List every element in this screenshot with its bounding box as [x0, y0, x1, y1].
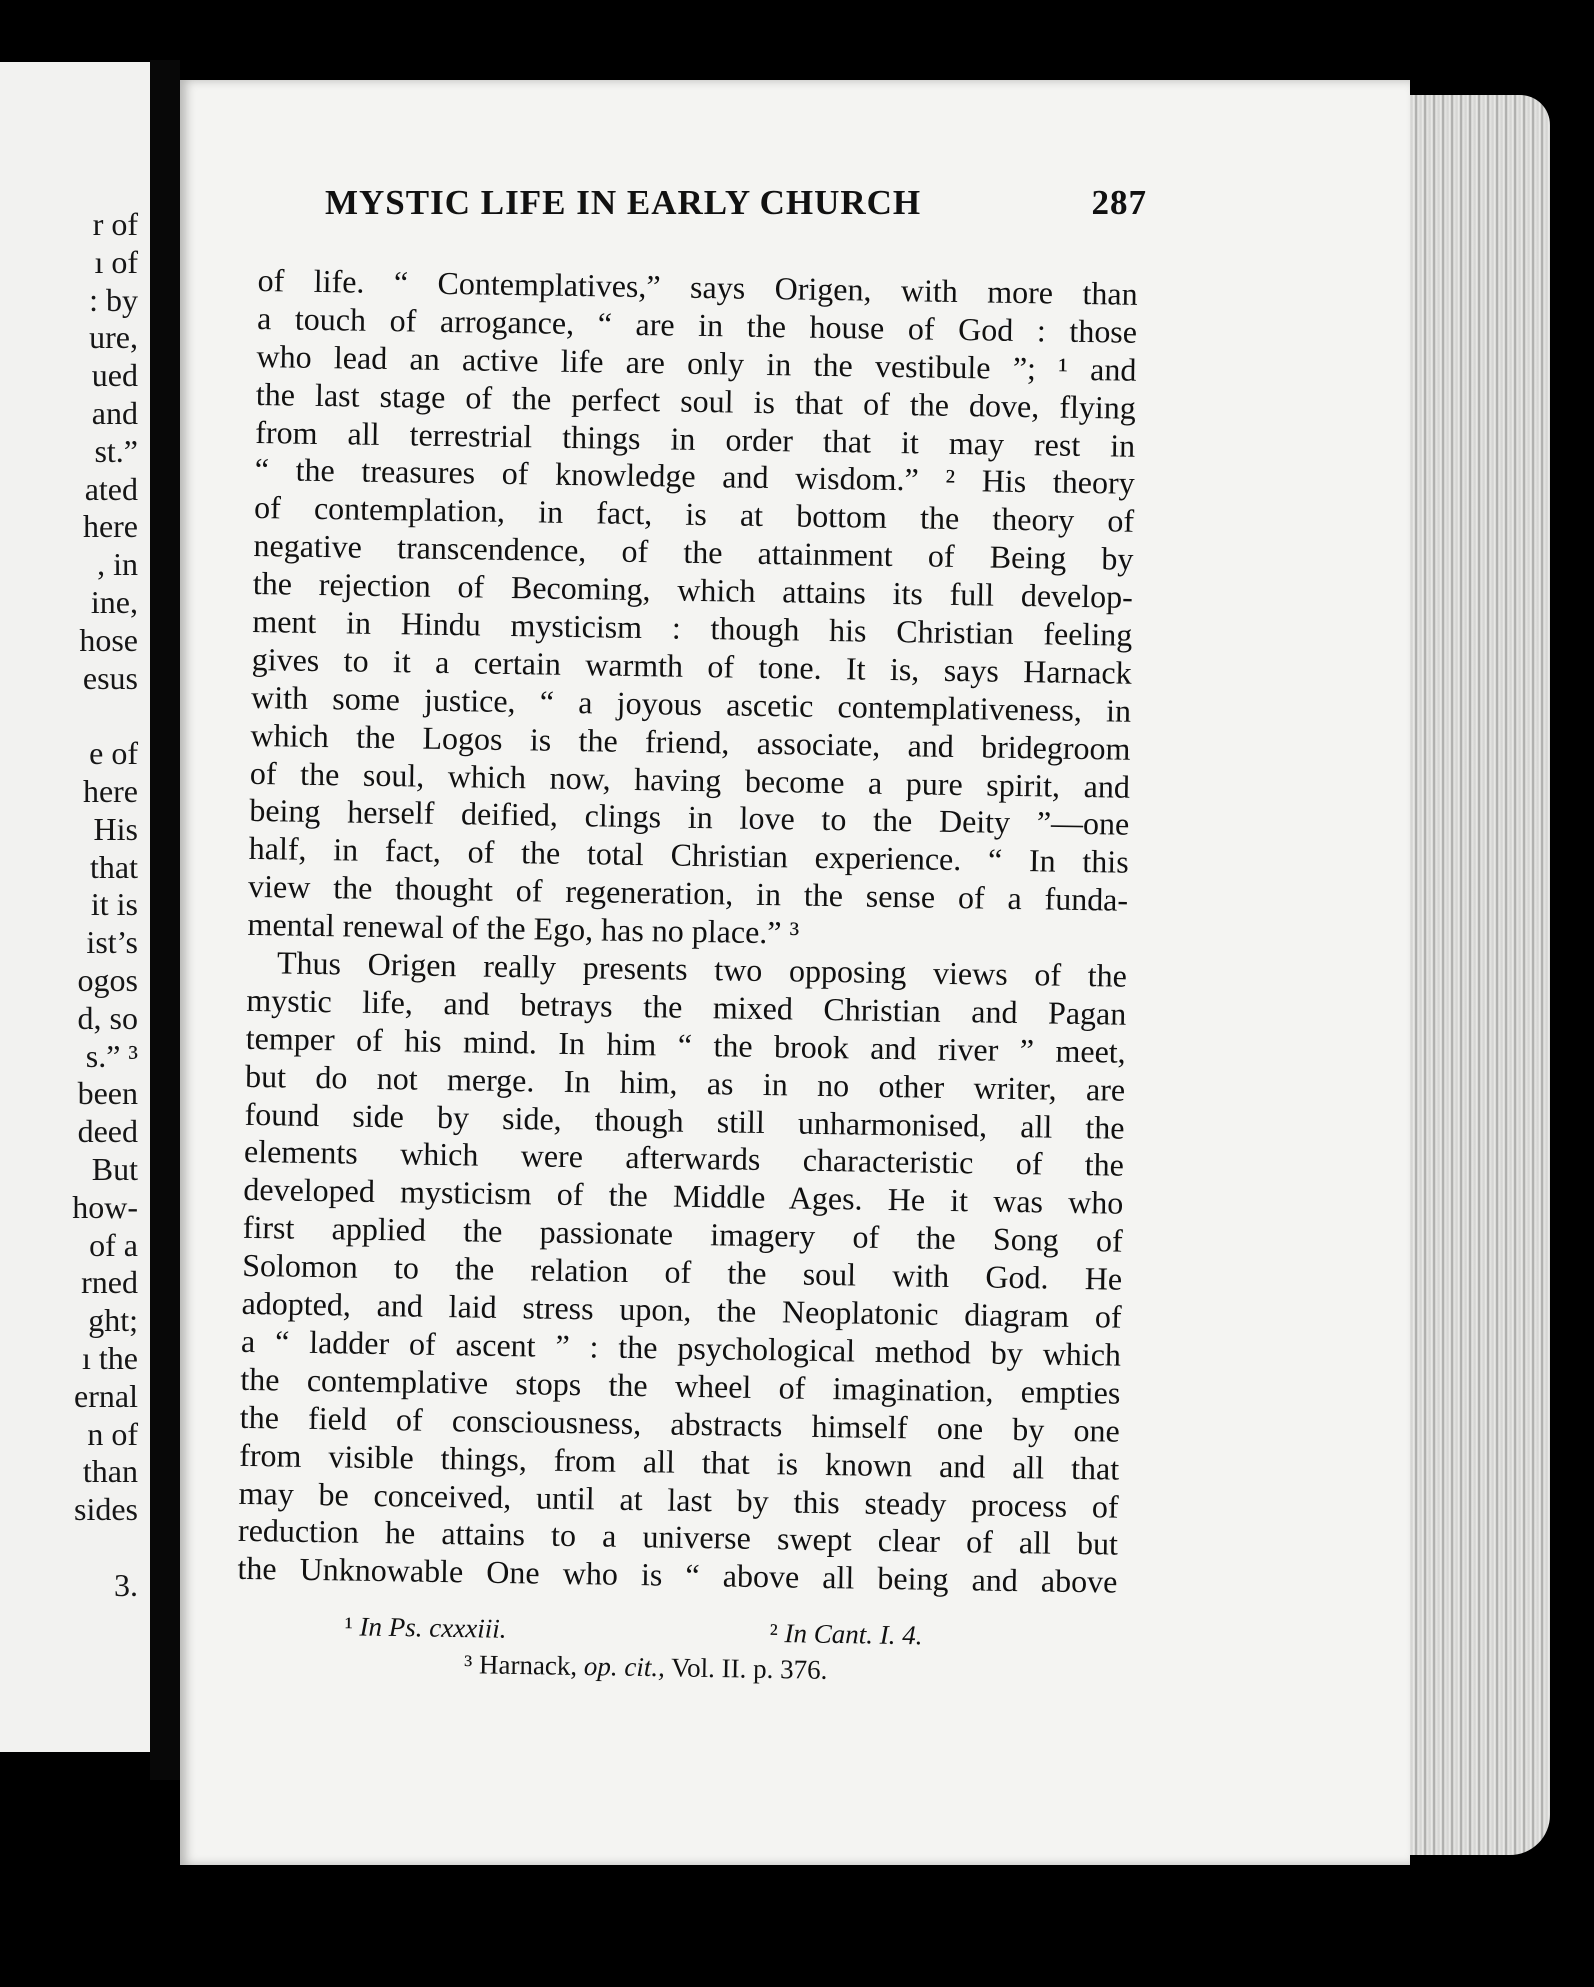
text-line: the field of consciousness, abstracts himself one by one [239, 1398, 1121, 1449]
text-line: the last stage of the perfect soul is that of the dove, flying [255, 375, 1137, 426]
body-text [237, 262, 1138, 1602]
text-line: temper of his mind. In him “ the brook and river ” meet, [245, 1019, 1126, 1070]
left-page-fragment: here [82, 773, 138, 809]
page-number: 287 [1091, 183, 1147, 222]
left-page-fragment: r of [92, 206, 138, 242]
left-page-fragment: sides [74, 1491, 138, 1528]
text-line: a “ ladder of ascent ” : the psychological method by which [240, 1322, 1122, 1373]
book-gutter [150, 60, 180, 1780]
footnote-marker: ¹ [344, 1611, 354, 1642]
footnote-3 [464, 1646, 828, 1688]
left-page-fragment: n of [87, 1415, 138, 1452]
text-line: Thus Origen really presents two opposing views of the [276, 944, 1128, 994]
text-line: developed mysticism of the Middle Ages. He it was who [243, 1171, 1124, 1222]
footnote-marker: ² [769, 1617, 779, 1649]
left-page-fragment: than [82, 1453, 138, 1490]
left-page-fragment: ist’s [86, 924, 138, 961]
footnote-2 [769, 1615, 922, 1653]
text-line: the contemplative stops the wheel of imagination, empties [240, 1360, 1121, 1411]
text-line: of life. “ Contemplatives,” says Origen, with more than [257, 262, 1138, 312]
left-page-fragment: s.” ³ [85, 1037, 138, 1074]
text-line: a touch of arrogance, “ are in the house of God : those [256, 299, 1138, 350]
left-page-fragment: ine, [90, 584, 138, 620]
text-line: may be conceived, until at last by this steady process of [238, 1474, 1119, 1525]
text-line: of contemplation, in fact, is at bottom the theory of [253, 489, 1135, 540]
left-page-fragment: of a [89, 1226, 138, 1263]
left-page-fragment: But [91, 1151, 138, 1187]
footnote-text: In Ps. cxxxiii. [359, 1611, 507, 1644]
left-page-fragment: e of [89, 735, 138, 772]
text-line: first applied the passionate imagery of the Song of [242, 1209, 1124, 1259]
left-page-fragment: d, so [77, 999, 138, 1036]
footnote-author: Harnack, [478, 1649, 578, 1681]
left-page-fragment: it is [90, 886, 138, 923]
text-line: half, in fact, of the total Christian experience. “ In this [248, 830, 1129, 881]
footnotes [329, 1608, 1050, 1691]
text-line: ment in Hindu mysticism : though his Christian feeling [252, 602, 1133, 653]
text-line: mental renewal of the Ego, has no place.” ³ [247, 906, 800, 951]
text-line: view the thought of regeneration, in the sense of a funda- [247, 868, 1129, 918]
left-page-fragment: deed [77, 1113, 138, 1150]
text-line: but do not merge. In him, as in no other writer, are [244, 1057, 1126, 1108]
left-page-fragment: ated [84, 470, 138, 507]
left-page-fragment: been [77, 1075, 138, 1112]
text-line: of the soul, which now, having become a pure spirit, and [249, 754, 1131, 805]
footnote-reference: Vol. II. p. 376. [670, 1652, 828, 1685]
left-page-fragment: 3. [114, 1566, 138, 1603]
text-line: gives to it a certain warmth of tone. It is, says Harnack [251, 640, 1132, 691]
left-page-fragment: : by [89, 281, 138, 318]
text-line: who lead an active life are only in the vestibule ”; ¹ and [256, 337, 1137, 388]
left-page-fragment: ued [91, 357, 138, 394]
text-line: negative transcendence, of the attainment of Being by [253, 527, 1134, 578]
left-page-fragment: ure, [89, 319, 138, 356]
left-page-fragment: ogos [77, 962, 138, 998]
left-page-fragment: His [93, 810, 138, 847]
text-line: elements which were afterwards characteristic of the [243, 1133, 1125, 1184]
left-page-fragment: rned [81, 1264, 138, 1301]
text-line: from all terrestrial things in order that it may rest in [255, 413, 1136, 464]
footnote-marker: ³ [463, 1649, 473, 1680]
left-page-fragment: here [82, 508, 138, 545]
text-line: mystic life, and betrays the mixed Christian and Pagan [246, 981, 1127, 1032]
text-line: from visible things, from all that is known and all that [238, 1436, 1120, 1487]
text-line: the Unknowable One who is “ above all being and above [237, 1550, 1118, 1600]
footnote-op-cit: op. cit., [583, 1650, 666, 1683]
left-page-fragment: , in [97, 546, 138, 583]
text-line: which the Logos is the friend, associate, and bridegroom [250, 716, 1131, 767]
left-page-fragment: st.” [94, 432, 138, 469]
left-page [0, 62, 150, 1752]
text-line: found side by side, though still unharmonised, all the [244, 1095, 1125, 1146]
left-page-fragment: that [90, 848, 138, 885]
running-title: MYSTIC LIFE IN EARLY CHURCH [325, 183, 922, 222]
left-page-fragment: ernal [74, 1377, 138, 1414]
footnote-1 [344, 1608, 506, 1647]
left-page-fragment: ı the [82, 1340, 138, 1376]
footnote-text: In Cant. I. 4. [784, 1618, 923, 1651]
left-page-fragment: ı of [94, 243, 138, 280]
page-edges [1400, 95, 1550, 1855]
left-page-fragment: esus [82, 659, 138, 696]
left-page-fragment: hose [79, 621, 138, 658]
text-line: being herself deified, clings in love to the Deity ”—one [249, 792, 1130, 843]
text-line: reduction he attains to a universe swept clear of all but [237, 1512, 1119, 1563]
text-line: “ the treasures of knowledge and wisdom.” ² His theory [254, 451, 1135, 502]
text-line: the rejection of Becoming, which attains its full develop- [252, 565, 1134, 615]
left-page-fragment: and [91, 395, 138, 431]
text-line: Solomon to the relation of the soul with God. He [241, 1247, 1123, 1297]
text-line: with some justice, “ a joyous ascetic contemplativeness, in [250, 678, 1132, 729]
left-page-fragment: how- [72, 1188, 138, 1225]
left-page-fragment: ght; [88, 1302, 138, 1339]
text-line: adopted, and laid stress upon, the Neoplatonic diagram of [241, 1284, 1122, 1335]
